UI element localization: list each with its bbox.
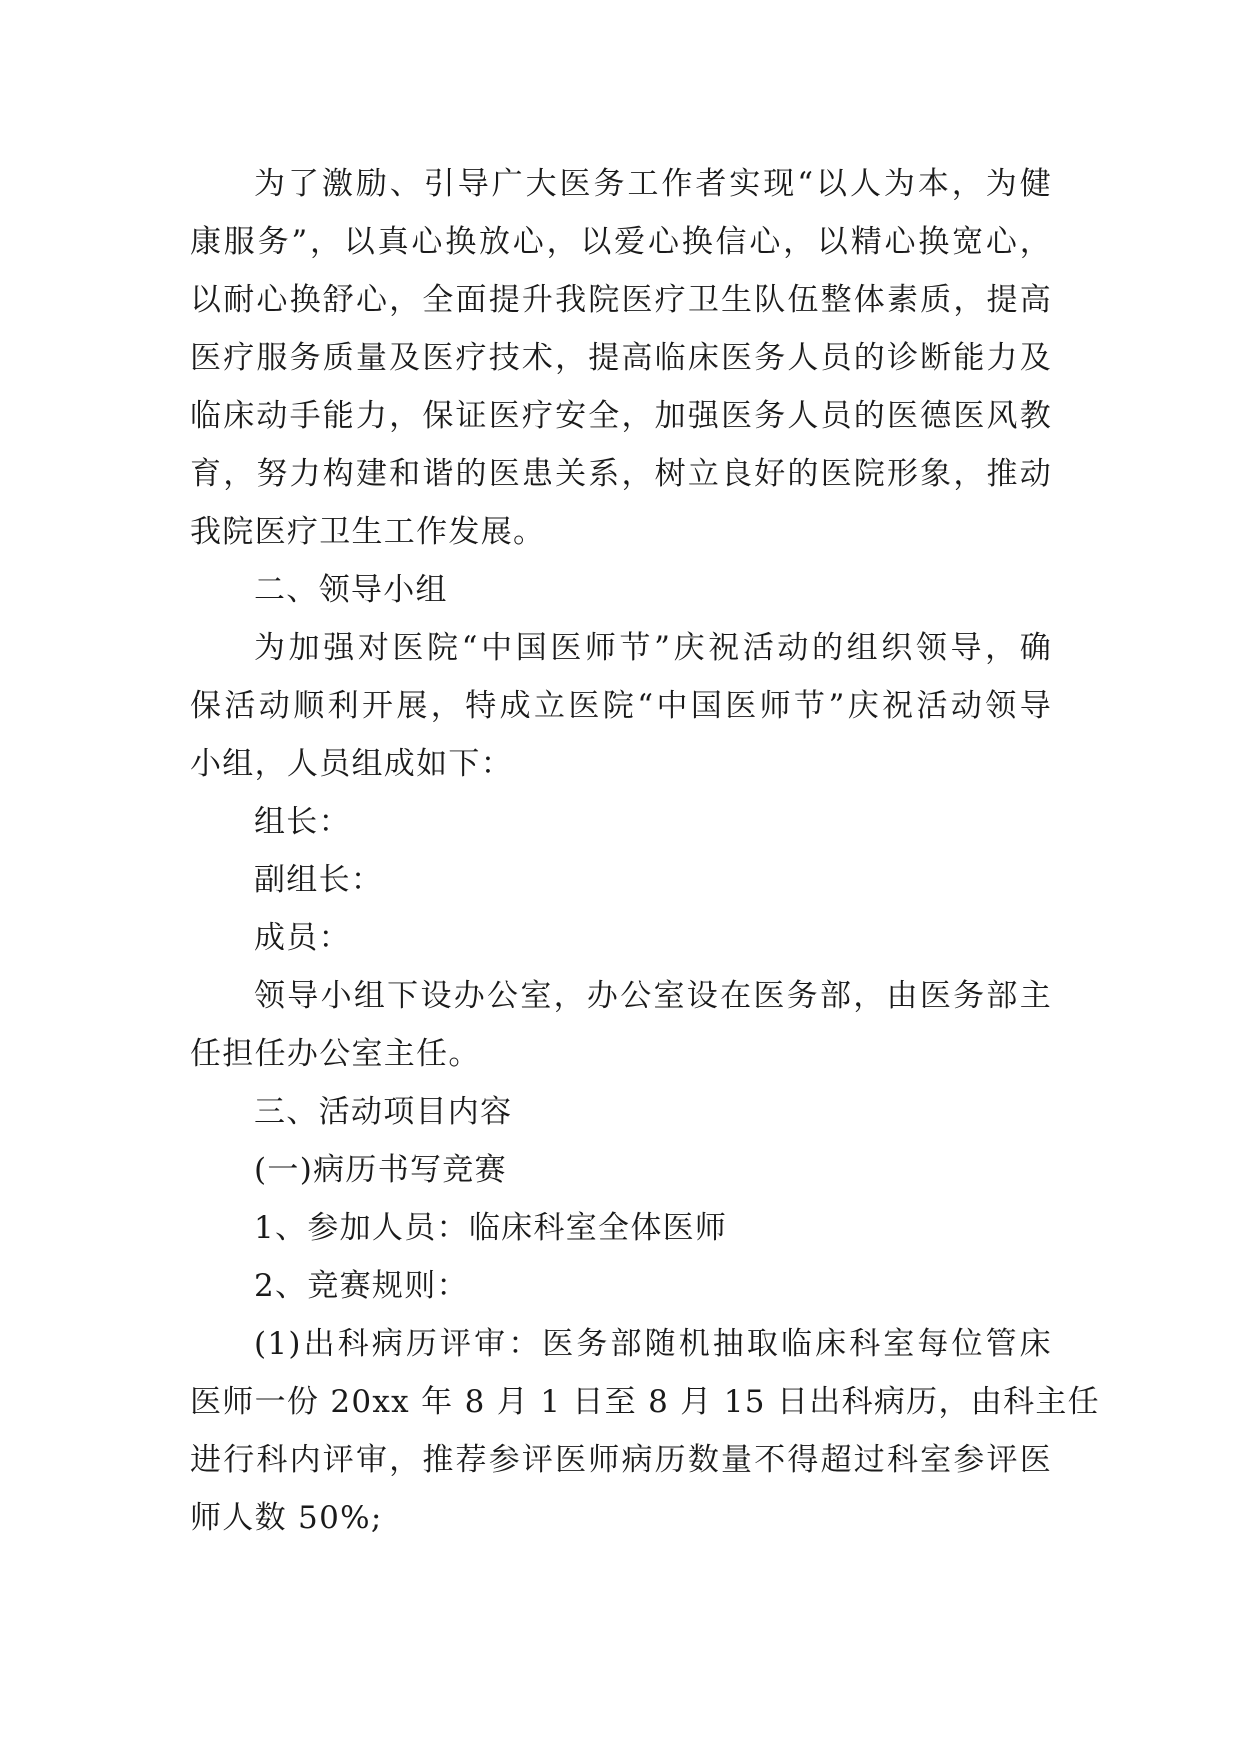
text-line: 小组，人员组成如下： — [190, 746, 513, 782]
text-line: 我院医疗卫生工作发展。 — [190, 514, 546, 550]
text-line: 临床动手能力，保证医疗安全，加强医务人员的医德医风教 — [190, 398, 1052, 434]
text-line: 领导小组下设办公室，办公室设在医务部，由医务部主 — [254, 978, 1052, 1014]
text-line: 任担任办公室主任。 — [190, 1036, 481, 1072]
text-line: 副组长： — [254, 862, 384, 898]
text-line: 为了激励、引导广大医务工作者实现“以人为本，为健 — [254, 166, 1052, 202]
text-line: (1)出科病历评审：医务部随机抽取临床科室每位管床 — [254, 1326, 1052, 1362]
text-line: 组长： — [254, 804, 351, 840]
text-line: 康服务”，以真心换放心，以爱心换信心，以精心换宽心， — [190, 224, 1052, 260]
text-line: 2、竞赛规则： — [254, 1268, 469, 1304]
text-line: 师人数 50%; — [190, 1500, 383, 1536]
text-line: 成员： — [254, 920, 351, 956]
text-line: 医师一份 20xx 年 8 月 1 日至 8 月 15 日出科病历，由科主任 — [190, 1384, 1100, 1420]
text-line: 1、参加人员：临床科室全体医师 — [254, 1210, 728, 1246]
text-line: 以耐心换舒心，全面提升我院医疗卫生队伍整体素质，提高 — [190, 282, 1052, 318]
text-line: 二、领导小组 — [254, 572, 448, 608]
text-line: 为加强对医院“中国医师节”庆祝活动的组织领导，确 — [254, 630, 1052, 666]
text-line: 保活动顺利开展，特成立医院“中国医师节”庆祝活动领导 — [190, 688, 1052, 724]
text-line: 医疗服务质量及医疗技术，提高临床医务人员的诊断能力及 — [190, 340, 1052, 376]
text-line: 三、活动项目内容 — [254, 1094, 513, 1130]
text-line: 育，努力构建和谐的医患关系，树立良好的医院形象，推动 — [190, 456, 1052, 492]
document-body — [190, 155, 1100, 1547]
text-line: 进行科内评审，推荐参评医师病历数量不得超过科室参评医 — [190, 1442, 1052, 1478]
text-line: (一)病历书写竞赛 — [254, 1152, 507, 1188]
